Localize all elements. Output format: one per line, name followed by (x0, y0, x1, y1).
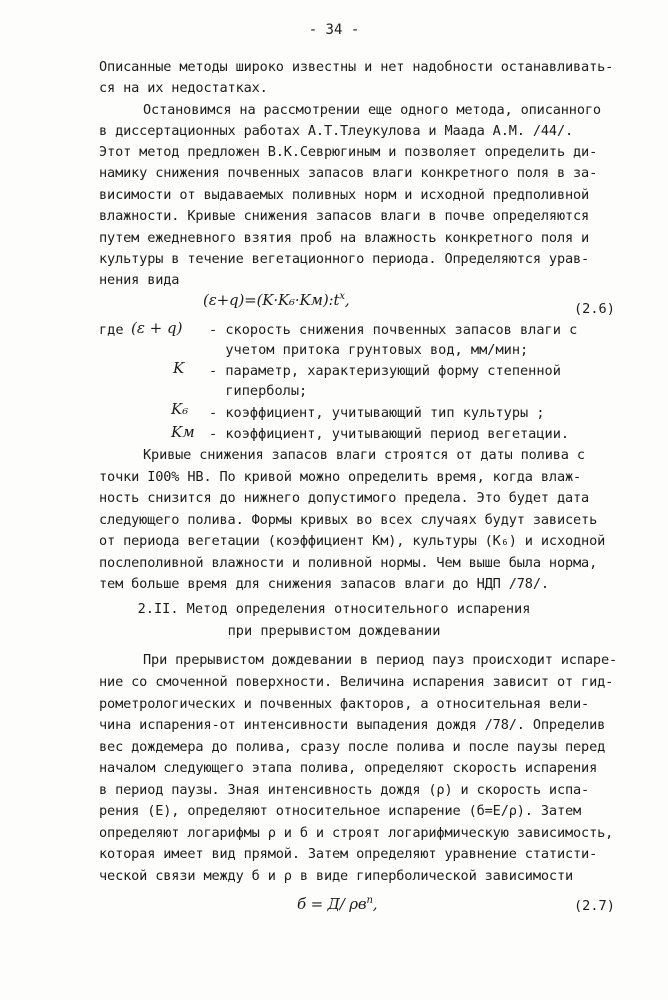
text-line: культуры в течение вегетационного периода. Определяются урав- (99, 251, 590, 267)
text-line: Этот метод предложен В.К.Севрюгиным и позволяет определить ди- (99, 144, 598, 160)
text-line: тем больше время для снижения запасов влаги до НДП /78/. (99, 576, 549, 592)
text-line: которая имеет вид прямой. Затем определяют уравнение статисти- (99, 846, 598, 862)
symbol-epsilon-q: (ε + q) (131, 319, 183, 337)
section-heading: при прерывистом дождевании (227, 623, 441, 639)
text-line: висимости от выдаваемых поливных норм и исходной предполивной (99, 187, 590, 203)
text-line: путем ежедневного взятия проб на влажность конкретного поля и (99, 230, 590, 246)
definition-text: - коэффициент, учитывающий период вегетации. (209, 426, 570, 442)
text-line: Описанные методы широко известны и нет надобности останавливать- (99, 59, 614, 75)
text-line: нения вида (99, 272, 180, 288)
text-line: в диссертационных работах А.Т.Тлеукулова и Маада А.М. /44/. (99, 123, 574, 139)
text-line: ние со смоченной поверхности. Величина испарения зависит от гид- (99, 674, 614, 690)
page-number: - 34 - (308, 22, 360, 38)
text-line: вес дождемера до полива, сразу после полива и после паузы перед (99, 739, 606, 755)
equation-number: (2.7) (574, 898, 615, 914)
text-line: от периода вегетации (коэффициент Kм), культуры (K₆) и исходной (99, 533, 606, 549)
symbol-km: Kм (171, 423, 195, 441)
definition-text: гиперболы; (209, 383, 308, 399)
text-line: следующего полива. Формы кривых во всех случаях будут зависеть (99, 512, 598, 528)
definition-text: - коэффициент, учитывающий тип культуры ; (209, 405, 545, 421)
text-line: послеполивной влажности и поливной нормы. Чем выше была норма, (99, 555, 598, 571)
symbol-k6: K₆ (171, 400, 189, 418)
symbol-k: K (173, 359, 185, 377)
text-line: Кривые снижения запасов влаги строятся от даты полива с (143, 447, 585, 463)
text-line: точки I00% НВ. По кривой можно определить время, когда влаж- (99, 469, 582, 485)
definition-text: - параметр, характеризующий форму степенной (209, 363, 561, 379)
definition-text: учетом притока грунтовых вод, мм/мин; (209, 342, 529, 358)
text-line: ся на их недостатках. (99, 80, 268, 96)
equation-2-6: $(\varepsilon+q)=(K\cdot K_6\cdot Kм):t^x$, (203, 291, 350, 309)
equation-2-7: б = Д/ $\rho в^n$, (297, 895, 378, 913)
text-line: определяют логарифмы ρ и б и строят логарифмическую зависимость, (99, 825, 614, 841)
where-label: где (99, 322, 124, 338)
text-line: началом следующего этапа полива, определяют скорость испарения (99, 760, 598, 776)
text-line: ность снизится до нижнего допустимого предела. Это будет дата (99, 490, 590, 506)
text-line: в период паузы. Зная интенсивность дождя (ρ) и скорость испа- (99, 782, 590, 798)
text-line: рения (E), определяют относительное испарение (б=E/ρ). Затем (99, 803, 582, 819)
text-line: намику снижения почвенных запасов влаги конкретного поля в за- (99, 165, 598, 181)
text-line: ческой связи между б и ρ в виде гиперболической зависимости (99, 868, 574, 884)
text-line: При прерывистом дождевании в период пауз происходит испаре- (143, 652, 618, 668)
text-line: влажности. Кривые снижения запасов влаги в почве определяются (99, 208, 590, 224)
section-heading: 2.II. Метод определения относительного испарения (137, 601, 531, 617)
text-line: рометрологических и почвенных факторов, а относительная вели- (99, 696, 590, 712)
text-line: чина испарения-от интенсивности выпадения дождя /78/. Определив (99, 717, 606, 733)
equation-number: (2.6) (574, 301, 615, 317)
definition-text: - скорость снижения почвенных запасов влаги с (209, 322, 578, 338)
text-line: Остановимся на рассмотрении еще одного метода, описанного (143, 102, 601, 118)
